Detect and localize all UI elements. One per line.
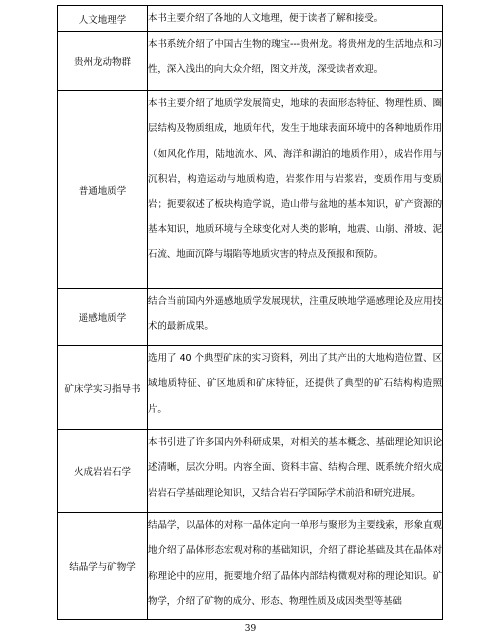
table-row bbox=[58, 91, 443, 289]
table-row bbox=[58, 513, 443, 620]
book-list-table bbox=[57, 5, 443, 620]
book-title: 贵州龙动物群 bbox=[58, 32, 148, 91]
book-title: 遥感地质学 bbox=[58, 289, 148, 346]
book-description: 结合当前国内外遥感地质学发展现状，注重反映地学遥感理论及应用技术的最新成果。 bbox=[148, 289, 443, 346]
book-description: 选用了 40 个典型矿床的实习资料，列出了其产出的大地构造位置、区域地质特征、矿区地质和矿床特征，还提供了典型的矿石结构构造照片。 bbox=[148, 346, 443, 430]
book-description: 本书主要介绍了地质学发展简史，地球的表面形态特征、物理性质、圈层结构及物质组成，地质年代，发生于地球表面环境中的各种地质作用（如风化作用，陆地流水、风、海洋和湖泊的地质作用），成岩作用与沉积岩，构造运动与地质构造，岩浆作用与岩浆岩，变质作用与变质岩；扼要叙述了板块构造学说，造山带与盆地的基本知识，矿产资源的基本知识，地质环境与全球变化对人类的影响，地震、山崩、滑坡、泥石流、地面沉降与塌陷等地质灾害的特点及预报和预防。 bbox=[148, 91, 443, 289]
table-row bbox=[58, 32, 443, 91]
book-description: 本书引进了许多国内外科研成果，对相关的基本概念、基础理论知识论述清晰，层次分明。内容全面、资料丰富、结构合理、既系统介绍火成岩岩石学基础理论知识，又结合岩石学国际学术前沿和研究进展。 bbox=[148, 430, 443, 513]
book-title: 人文地理学 bbox=[58, 6, 148, 32]
table-row bbox=[58, 430, 443, 513]
page-number: 39 bbox=[244, 624, 257, 634]
book-description: 结晶学，以晶体的对称一晶体定向一单形与聚形为主要线索，形象直观地介绍了晶体形态宏观对称的基础知识，介绍了群论基础及其在晶体对称理论中的应用，扼要地介绍了晶体内部结构微观对称的理论知识。矿物学，介绍了矿物的成分、形态、物理性质及成因类型等基础 bbox=[148, 513, 443, 620]
book-title: 结晶学与矿物学 bbox=[58, 513, 148, 620]
book-title: 火成岩岩石学 bbox=[58, 430, 148, 513]
book-description: 本书系统介绍了中国古生物的瑰宝---贵州龙。将贵州龙的生活地点和习性，深入浅出的向大众介绍，图文并茂，深受读者欢迎。 bbox=[148, 32, 443, 91]
book-description: 本书主要介绍了各地的人文地理，便于读者了解和接受。 bbox=[148, 6, 443, 32]
book-title: 普通地质学 bbox=[58, 91, 148, 289]
table-row bbox=[58, 6, 443, 32]
table-row bbox=[58, 346, 443, 430]
table-row bbox=[58, 289, 443, 346]
book-title: 矿床学实习指导书 bbox=[58, 346, 148, 430]
